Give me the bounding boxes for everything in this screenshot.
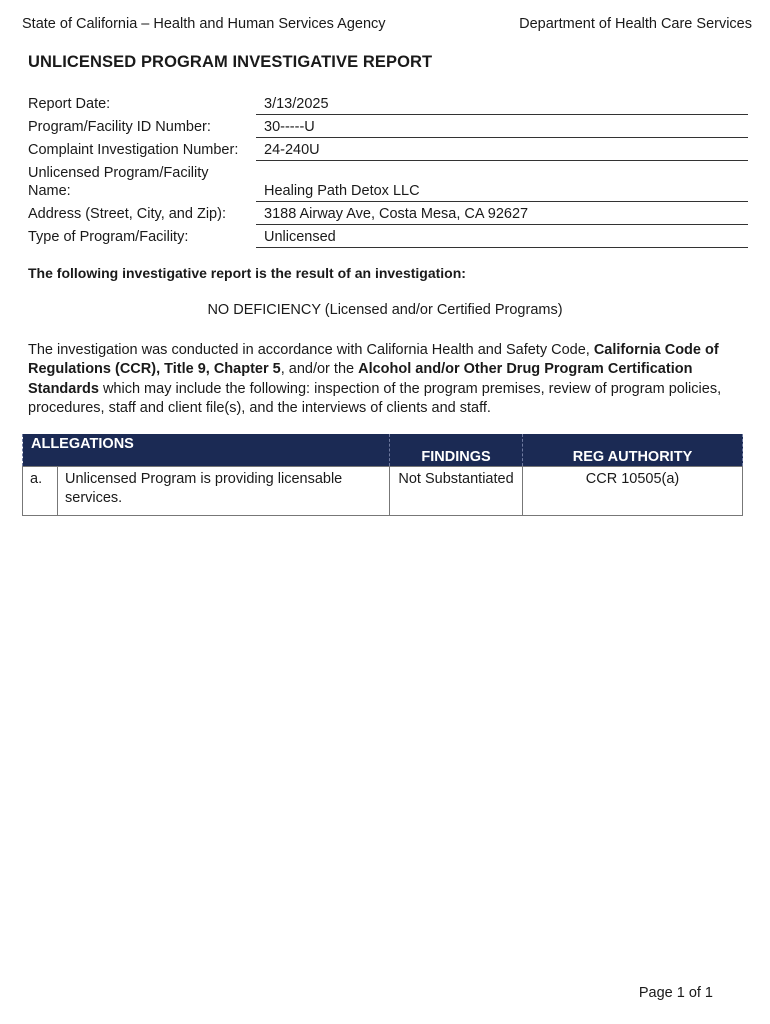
complaint-number-value: 24-240U [256,141,748,161]
facility-id-label: Program/Facility ID Number: [28,119,211,135]
facility-name-value: Healing Path Detox LLC [256,182,748,202]
report-date-label: Report Date: [28,96,111,112]
header-allegations: ALLEGATIONS [23,434,390,467]
paragraph-part2: , and/or the [280,361,359,378]
address-label: Address (Street, City, and Zip): [28,206,226,222]
allegation-text: Unlicensed Program is providing licensable services. [58,467,390,516]
allegations-table-header [23,434,743,467]
allegation-letter: a. [23,467,58,516]
department-header: Department of Health Care Services [519,16,752,32]
complaint-number-row [28,138,748,161]
address-row [28,202,748,225]
paragraph-part3: which may include the following: inspection of the program premises, review of program policies, procedures, staff and client file(s), and the interviews of clients and staff. [28,380,722,416]
paragraph-part1: The investigation was conducted in accordance with California Health and Safety Code, [28,342,594,358]
header-findings: FINDINGS [390,434,523,467]
finding-value: Not Substantiated [390,467,523,516]
facility-id-row [28,115,748,138]
facility-type-row [28,225,748,248]
header-reg-authority: REG AUTHORITY [523,434,743,467]
investigation-intro: The following investigative report is the result of an investigation: [28,265,466,281]
report-date-row [28,92,748,115]
table-row [23,467,743,516]
facility-name-label-line2: Name: [28,183,71,199]
facility-name-label-line1: Unlicensed Program/Facility [28,165,209,181]
report-date-value: 3/13/2025 [256,95,748,115]
facility-name-row [28,161,748,202]
report-info-block [28,92,748,248]
facility-type-value: Unlicensed [256,228,748,248]
paragraph-bold-standards: Alcohol and/or Other Drug Program Certification Standards [28,361,693,397]
facility-name-label [28,164,256,202]
facility-id-value: 30-----U [256,118,748,138]
address-value: 3188 Airway Ave, Costa Mesa, CA 92627 [256,205,748,225]
paragraph-bold-ccr: California Code of Regulations (CCR), Title 9, Chapter 5 [28,342,719,378]
complaint-number-label: Complaint Investigation Number: [28,142,239,158]
agency-header: State of California – Health and Human Services Agency [22,16,386,32]
investigation-paragraph [28,341,743,418]
no-deficiency-line: NO DEFICIENCY (Licensed and/or Certified Programs) [207,302,563,318]
report-title: UNLICENSED PROGRAM INVESTIGATIVE REPORT [28,53,433,71]
reg-authority-value: CCR 10505(a) [523,467,743,516]
page-number: Page 1 of 1 [638,985,713,1001]
facility-type-label: Type of Program/Facility: [28,229,189,245]
allegations-table [22,434,743,516]
